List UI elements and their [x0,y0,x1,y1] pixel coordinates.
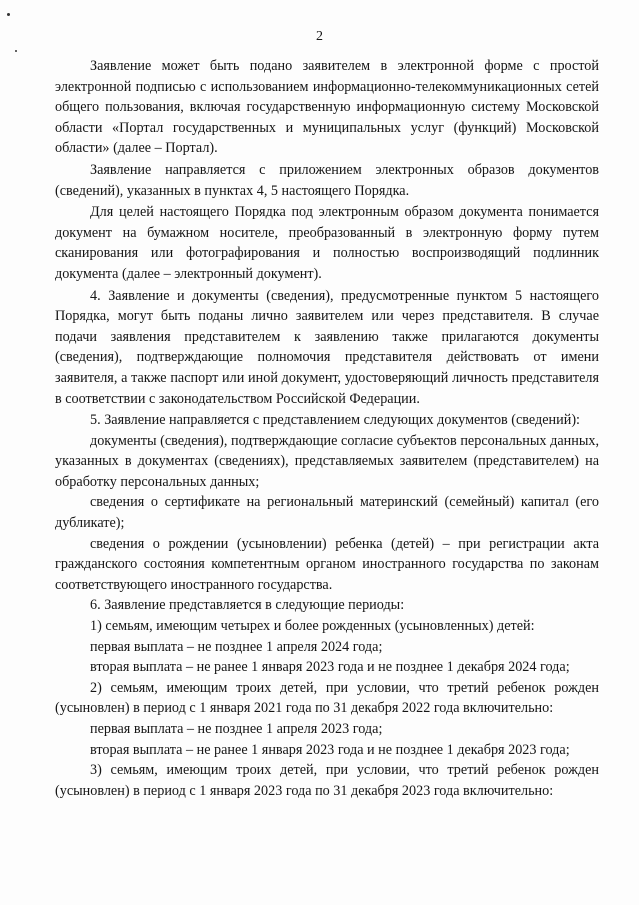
subitem-2-first-payment: первая выплата – не позднее 1 апреля 2023 года; [90,721,383,737]
subitem-1-first-payment: первая выплата – не позднее 1 апреля 2024 года; [90,638,383,655]
scan-speck [15,50,17,52]
subitem-2: 2) семьям, имеющим троих детей, при условии, что третий ребенок рожден (усыновлен) в период с 1 января 2021 года по 31 декабря 2022 года включительно: [55,679,599,717]
page-number: 2 [316,29,323,44]
subitem-2-second-payment: вторая выплата – не ранее 1 января 2023 года и не позднее 1 декабря 2023 года; [90,741,570,758]
subitem-1-second-payment: вторая выплата – не ранее 1 января 2023 года и не позднее 1 декабря 2024 года; [90,659,570,676]
document-body [55,56,599,801]
paragraph-item-5: 5. Заявление направляется с представлением следующих документов (сведений): [90,412,580,429]
paragraph-portal: Заявление может быть подано заявителем в электронной форме с простой электронной подписью с использованием информационно-телекоммуникационных сетей общего пользования, включая государственную информационную систему Московской области «Портал государственных и муниципальных услуг (функций) Московской области» (далее – Портал). [55,58,599,157]
paragraph-attachments: Заявление направляется с приложением электронных образов документов (сведений), указанных в пунктах 4, 5 настоящего Порядка. [55,161,599,199]
paragraph-item-4: 4. Заявление и документы (сведения), предусмотренные пунктом 5 настоящего Порядка, могут быть поданы лично заявителем или через представителя. В случае подачи заявления представителем к заявлению также прилагаются документы (сведения), подтверждающие полномочия представителя действовать от имени заявителя, а также паспорт или иной документ, удостоверяющий личность представителя в соответствии с законодательством Российской Федерации. [55,287,599,407]
paragraph-electronic-image: Для целей настоящего Порядка под электронным образом документа понимается документ на бумажном носителе, преобразованный в электронную форму путем сканирования или фотографирования и полностью воспроизводящий подлинник документа (далее – электронный документ). [55,204,599,282]
paragraph-item-6: 6. Заявление представляется в следующие периоды: [90,597,405,614]
subitem-3: 3) семьям, имеющим троих детей, при условии, что третий ребенок рожден (усыновлен) в период с 1 января 2023 года по 31 декабря 2023 года включительно: [55,762,599,799]
list-item-birth: сведения о рождении (усыновлении) ребенка (детей) – при регистрации акта гражданского состояния компетентным органом иностранного государства по законам соответствующего иностранного государства. [55,535,599,593]
list-item-consent: документы (сведения), подтверждающие согласие субъектов персональных данных, указанных в документах (сведениях), представляемых заявителем (представителем) на обработку персональных данных; [55,432,599,490]
subitem-1: 1) семьям, имеющим четырех и более рожденных (усыновленных) детей: [90,618,535,635]
list-item-certificate: сведения о сертификате на региональный материнский (семейный) капитал (его дубликате); [55,494,599,532]
scan-speck [7,13,10,16]
